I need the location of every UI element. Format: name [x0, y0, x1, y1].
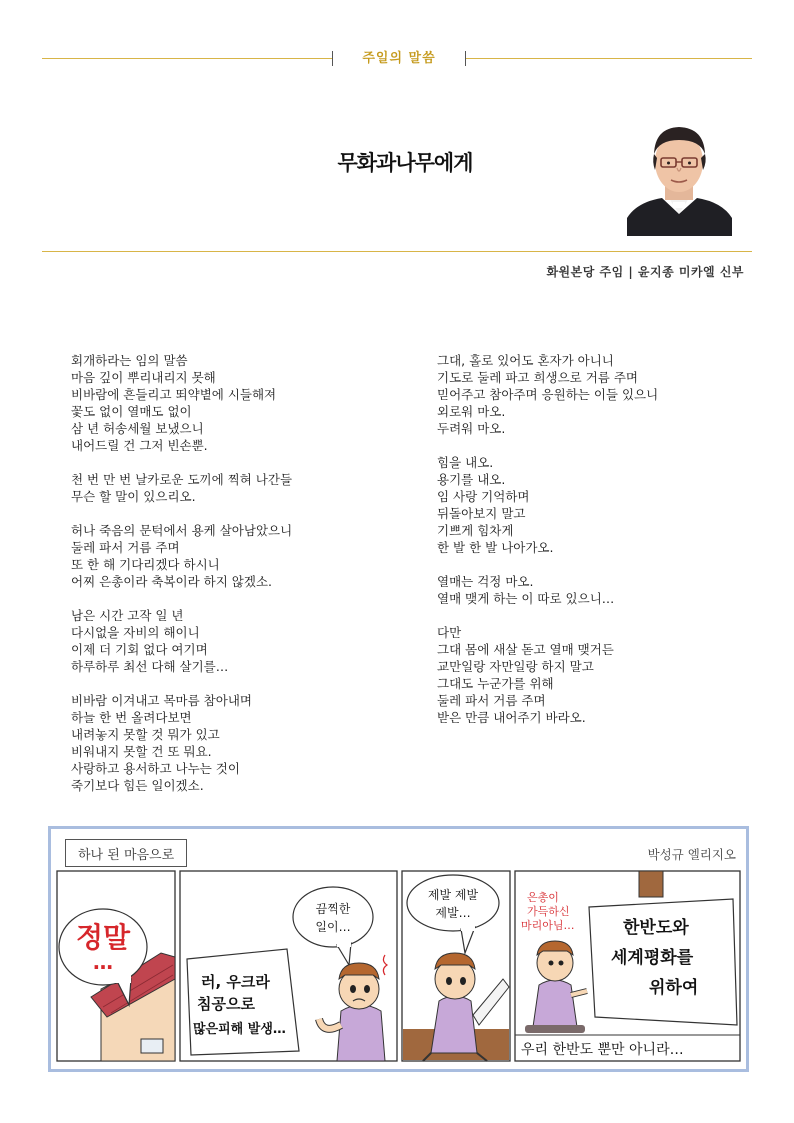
panel4-sign-line-3: 위하여	[649, 978, 699, 998]
poem-line: 한 발 한 발 나아가오.	[437, 540, 554, 555]
poem-line: 믿어주고 참아주며 응원하는 이들 있으니	[437, 387, 659, 402]
poem-line: 임 사랑 기억하며	[437, 489, 530, 504]
poem-stanza	[71, 522, 401, 590]
poem-line: 비바람에 흔들리고 뙤약볕에 시들해져	[71, 387, 277, 402]
cartoon-frame	[48, 826, 749, 1072]
poem-line: 하루하루 최선 다해 살기를…	[71, 659, 229, 674]
poem-line: 뒤돌아보지 말고	[437, 506, 526, 521]
panel2-speech-line-1: 끔찍한	[315, 902, 351, 916]
priest-portrait	[627, 118, 732, 236]
panel4-bottom-caption: 우리 한반도 뿐만 아니라…	[521, 1042, 684, 1058]
poem-line: 내려놓지 못할 것 뭐가 있고	[71, 727, 220, 742]
poem-line: 내어드릴 건 그저 빈손뿐.	[71, 438, 208, 453]
poem-line: 또 한 해 기다리겠다 하시니	[71, 557, 220, 572]
panel4-caption-line-3: 마리아님…	[521, 919, 575, 932]
poem-line: 기도로 둘레 파고 희생으로 거름 주며	[437, 370, 638, 385]
panel2-sign-line-1: 러, 우크라	[201, 973, 270, 991]
panel3-speech-line-2: 제발…	[435, 906, 471, 920]
cartoon-artist: 박성규 엘리지오	[647, 847, 736, 862]
panel4-sign-line-1: 한반도와	[623, 918, 689, 938]
panel2-speech-line-2: 일이…	[315, 920, 351, 934]
poem-line: 어찌 은총이라 축복이라 하지 않겠소.	[71, 574, 272, 589]
byline: 화원본당 주임 | 윤지종 미카엘 신부	[546, 265, 744, 279]
poem-line: 둘레 파서 거름 주며	[71, 540, 180, 555]
poem-line: 사랑하고 용서하고 나누는 것이	[71, 761, 240, 776]
poem-line: 열매는 걱정 마오.	[437, 574, 534, 589]
poem-stanza	[437, 352, 767, 437]
poem-line: 회개하라는 임의 말씀	[71, 353, 188, 368]
poem-line: 힘을 내오.	[437, 455, 494, 470]
poem-line: 남은 시간 고작 일 년	[71, 608, 184, 623]
panel4-caption-line-1: 은총이	[527, 891, 559, 904]
poem-column-right	[437, 352, 767, 743]
header-bottom-rule	[42, 251, 752, 252]
poem-column-left	[71, 352, 401, 811]
panel4-sign-line-2: 세계평화를	[611, 948, 694, 968]
poem-stanza	[71, 607, 401, 675]
panel3-speech-line-1: 제발 제발	[427, 888, 479, 902]
poem-line: 비워내지 못할 건 또 뭐요.	[71, 744, 212, 759]
poem-line: 다시없을 자비의 해이니	[71, 625, 200, 640]
poem-line: 교만일랑 자만일랑 하지 말고	[437, 659, 594, 674]
poem-line: 비바람 이겨내고 목마름 참아내며	[71, 693, 252, 708]
poem-line: 무슨 할 말이 있으리오.	[71, 489, 196, 504]
section-label: 주일의 말씀	[333, 52, 465, 66]
poem-stanza	[71, 352, 401, 454]
poem-stanza	[71, 471, 401, 505]
poem-line: 다만	[437, 625, 462, 640]
page-title: 무화과나무에게	[337, 151, 473, 175]
poem-line: 두려워 마오.	[437, 421, 506, 436]
poem-line: 그대도 누군가를 위해	[437, 676, 554, 691]
panel4-caption-line-2: 가득하신	[527, 905, 570, 918]
panel1-exclaim: 정말	[75, 921, 131, 954]
poem-line: 둘레 파서 거름 주며	[437, 693, 546, 708]
poem-line: 받은 만큼 내어주기 바라오.	[437, 710, 586, 725]
poem-line: 기쁘게 힘차게	[437, 523, 514, 538]
poem-line: 열매 맺게 하는 이 따로 있으니…	[437, 591, 615, 606]
cartoon-title-tag: 하나 된 마음으로	[65, 839, 187, 867]
header-right-tick	[465, 51, 466, 66]
panel2-sign-line-2: 침공으로	[197, 995, 255, 1013]
poem-line: 외로워 마오.	[437, 404, 506, 419]
poem-line: 마음 깊이 뿌리내리지 못해	[71, 370, 216, 385]
panel2-sign-line-3: 많은피해 발생…	[193, 1022, 286, 1037]
poem-stanza	[437, 454, 767, 556]
poem-stanza	[437, 624, 767, 726]
poem-line: 허나 죽음의 문턱에서 용케 살아남았으니	[71, 523, 293, 538]
poem-line: 죽기보다 힘든 일이겠소.	[71, 778, 204, 793]
poem-line: 천 번 만 번 날카로운 도끼에 찍혀 나간들	[71, 472, 293, 487]
poem-line: 하늘 한 번 올려다보면	[71, 710, 192, 725]
poem-stanza	[437, 573, 767, 607]
poem-line: 그대 몸에 새살 돋고 열매 맺거든	[437, 642, 614, 657]
poem-line: 꽃도 없이 열매도 없이	[71, 404, 192, 419]
poem-line: 이제 더 기회 없다 여기며	[71, 642, 208, 657]
poem-line: 용기를 내오.	[437, 472, 506, 487]
poem-line: 삼 년 허송세월 보냈으니	[71, 421, 204, 436]
poem-stanza	[71, 692, 401, 794]
poem-line: 그대, 홀로 있어도 혼자가 아니니	[437, 353, 614, 368]
panel1-dots: …	[93, 950, 113, 974]
